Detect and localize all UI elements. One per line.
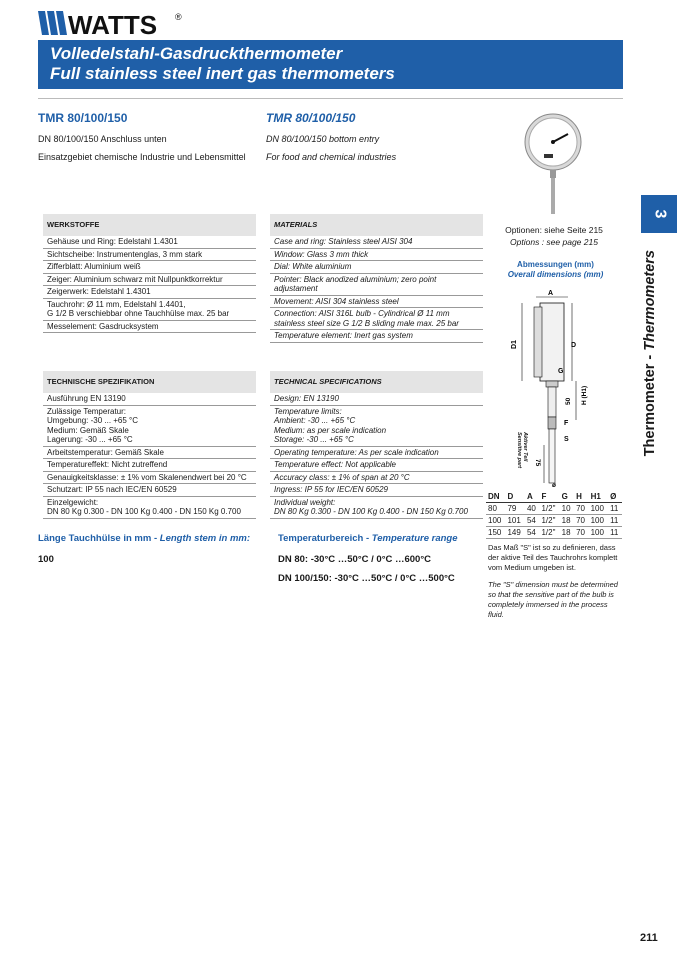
dim-label-75: 75 (534, 459, 541, 467)
materials-en-row: Connection: AISI 316L bulb - Cylindrical Ø 11 mm stainless steel size G 1/2 B sliding male max. 25 bar (270, 308, 483, 330)
tech-en-row: Temperature effect: Not applicable (270, 459, 483, 472)
col-phi: Ø (608, 491, 622, 503)
note-de: Das Maß "S" ist so zu definieren, dass der aktive Teil des Tauchrohrs komplett vom Medium umgeben ist. (488, 543, 618, 572)
intro-en (266, 111, 486, 162)
chapter-tab (641, 195, 677, 233)
sensitive-part-label: Aktiver Teil Sensitive part (516, 432, 528, 469)
col-h: H (574, 491, 588, 503)
dim-label-d: D (571, 342, 577, 349)
brand-mark: ® (175, 12, 182, 22)
page-number: 211 (640, 932, 658, 944)
tech-de-table (43, 371, 256, 519)
materials-en-table (270, 214, 483, 343)
materials-de-row: Sichtscheibe: Instrumentenglas, 3 mm stark (43, 249, 256, 262)
options-en: Options : see page 215 (510, 237, 598, 247)
table-cell: 54 (525, 515, 539, 527)
product-title-de: TMR 80/100/150 (38, 111, 128, 125)
materials-en-header: MATERIALS (270, 214, 483, 236)
tech-de-header: TECHNISCHE SPEZIFIKATION (43, 371, 256, 393)
materials-en-row: Dial: White aluminium (270, 261, 483, 274)
table-cell: 10 (560, 503, 574, 515)
materials-en-row: Case and ring: Stainless steel AISI 304 (270, 236, 483, 249)
dim-label-d1: D1 (511, 340, 518, 349)
materials-de-row: Zeigerwerk: Edelstahl 1.4301 (43, 286, 256, 299)
title-de: Volledelstahl-Gasdruckthermometer (50, 44, 343, 63)
col-h1: H1 (589, 491, 608, 503)
tech-en-row: Accuracy class: ± 1% of span at 20 °C (270, 472, 483, 485)
table-cell: 18 (560, 527, 574, 539)
table-cell: 80 (486, 503, 505, 515)
intro-de-line1: DN 80/100/150 Anschluss unten (38, 134, 167, 144)
tech-de-row: Arbeitstemperatur: Gemäß Skale (43, 447, 256, 460)
intro-de (38, 111, 258, 162)
table-cell: 100 (486, 515, 505, 527)
materials-en-row: Temperature element: Inert gas system (270, 330, 483, 343)
options-block (495, 224, 613, 248)
tech-en-row: Design: EN 13190 (270, 393, 483, 406)
table-cell: 150 (486, 527, 505, 539)
materials-de-table (43, 214, 256, 333)
temprange-line1: DN 80: -30°C …50°C / 0°C …600°C (278, 554, 431, 565)
dimensions-header-row (486, 491, 622, 503)
tech-de-row: Temperatureffekt: Nicht zutreffend (43, 459, 256, 472)
table-cell: 11 (608, 503, 622, 515)
tech-en-row: Ingress: IP 55 for IEC/EN 60529 (270, 484, 483, 497)
title-banner (38, 40, 623, 89)
tech-de-row: Zulässige Temperatur: Umgebung: -30 ... +65 °C Medium: Gemäß Skale Lagerung: -30 ... +65 °C (43, 406, 256, 447)
product-title-en: TMR 80/100/150 (266, 111, 356, 125)
tech-en-row: Operating temperature: As per scale indication (270, 447, 483, 460)
temprange-label-de: Temperaturbereich - (278, 533, 372, 544)
dimensions-title (488, 260, 623, 280)
side-section-label (642, 250, 672, 500)
dimensions-table (486, 491, 622, 539)
table-row (486, 527, 622, 539)
intro-de-line2: Einsatzgebiet chemische Industrie und Lebensmittel (38, 152, 246, 162)
materials-de-header: WERKSTOFFE (43, 214, 256, 236)
table-row (486, 515, 622, 527)
watts-logo (38, 9, 188, 37)
table-cell: 100 (589, 527, 608, 539)
materials-de-row: Zifferblatt: Aluminium weiß (43, 261, 256, 274)
tech-en-row: Individual weight: DN 80 Kg 0.300 - DN 100 Kg 0.400 - DN 150 Kg 0.700 (270, 497, 483, 519)
table-cell: 79 (505, 503, 524, 515)
temprange-label-en: Temperature range (371, 533, 458, 544)
table-cell: 54 (525, 527, 539, 539)
materials-en-row: Movement: AISI 304 stainless steel (270, 296, 483, 309)
dim-label-a: A (548, 290, 554, 297)
dim-label-g: G (558, 368, 564, 375)
table-cell: 100 (589, 515, 608, 527)
table-cell: 1/2" (539, 503, 559, 515)
table-cell: 70 (574, 515, 588, 527)
col-d: D (505, 491, 524, 503)
dimensions-title-de: Abmessungen (mm) (517, 260, 594, 269)
materials-en-row: Window: Glass 3 mm thick (270, 249, 483, 262)
dimensions-title-en: Overall dimensions (mm) (507, 270, 604, 279)
materials-de-row: Messelement: Gasdrucksystem (43, 321, 256, 334)
tech-en-table (270, 371, 483, 519)
options-de: Optionen: siehe Seite 215 (505, 225, 603, 235)
dim-label-f: F (564, 420, 569, 427)
table-cell: 1/2" (539, 527, 559, 539)
col-a: A (525, 491, 539, 503)
tech-en-header: TECHNICAL SPECIFICATIONS (270, 371, 483, 393)
intro-en-line1: DN 80/100/150 bottom entry (266, 134, 380, 144)
table-cell: 18 (560, 515, 574, 527)
table-cell: 1/2" (539, 515, 559, 527)
table-row (486, 503, 622, 515)
note-en: The "S" dimension must be determined so that the sensitive part of the bulb is completely immersed in the process fluid. (488, 580, 618, 619)
dim-label-s: S (564, 436, 569, 443)
col-g: G (560, 491, 574, 503)
length-label-en: Length stem in mm: (159, 533, 251, 544)
table-cell: 11 (608, 515, 622, 527)
temprange-line2: DN 100/150: -30°C …50°C / 0°C …500°C (278, 573, 455, 584)
tech-de-row: Ausführung EN 13190 (43, 393, 256, 406)
dim-label-phi: ø (552, 482, 556, 487)
title-en: Full stainless steel inert gas thermometers (50, 64, 395, 83)
table-cell: 70 (574, 527, 588, 539)
table-cell: 40 (525, 503, 539, 515)
length-block (38, 533, 268, 565)
intro-en-line2: For food and chemical industries (266, 152, 397, 162)
tech-en-row: Temperature limits: Ambient: -30 ... +65 °C Medium: as per scale indication Storage: -30 ... +65 °C (270, 406, 483, 447)
materials-en-row: Pointer: Black anodized aluminium; zero point adjustament (270, 274, 483, 296)
watts-logo-mark (38, 9, 188, 37)
materials-de-row: Zeiger: Aluminium schwarz mit Nullpunktkorrektur (43, 274, 256, 287)
table-cell: 11 (608, 527, 622, 539)
table-cell: 70 (574, 503, 588, 515)
temprange-block (278, 533, 488, 584)
col-dn: DN (486, 491, 505, 503)
length-label-de: Länge Tauchhülse in mm - (38, 533, 160, 544)
tech-de-row: Schutzart: IP 55 nach IEC/EN 60529 (43, 484, 256, 497)
side-label-de: Thermometer (642, 363, 658, 457)
tech-de-row: Einzelgewicht: DN 80 Kg 0.300 - DN 100 Kg 0.400 - DN 150 Kg 0.700 (43, 497, 256, 519)
side-label-en: Thermometers (642, 250, 658, 351)
length-value: 100 (38, 554, 54, 565)
materials-de-row: Tauchrohr: Ø 11 mm, Edelstahl 1.4401, G 1/2 B verschiebbar ohne Tauchhülse max. 25 bar (43, 299, 256, 321)
divider (38, 98, 623, 99)
product-photo (518, 112, 588, 217)
tech-de-row: Genauigkeitsklasse: ± 1% vom Skalenendwert bei 20 °C (43, 472, 256, 485)
dim-label-50: 50 (565, 397, 572, 405)
chapter-number: 3 (651, 209, 668, 219)
materials-de-row: Gehäuse und Ring: Edelstahl 1.4301 (43, 236, 256, 249)
table-cell: 100 (589, 503, 608, 515)
col-f: F (539, 491, 559, 503)
side-label-sep: - (642, 350, 658, 364)
table-cell: 149 (505, 527, 524, 539)
table-cell: 101 (505, 515, 524, 527)
brand-name: WATTS (68, 10, 158, 37)
dim-label-h: H (H1) (581, 385, 588, 405)
